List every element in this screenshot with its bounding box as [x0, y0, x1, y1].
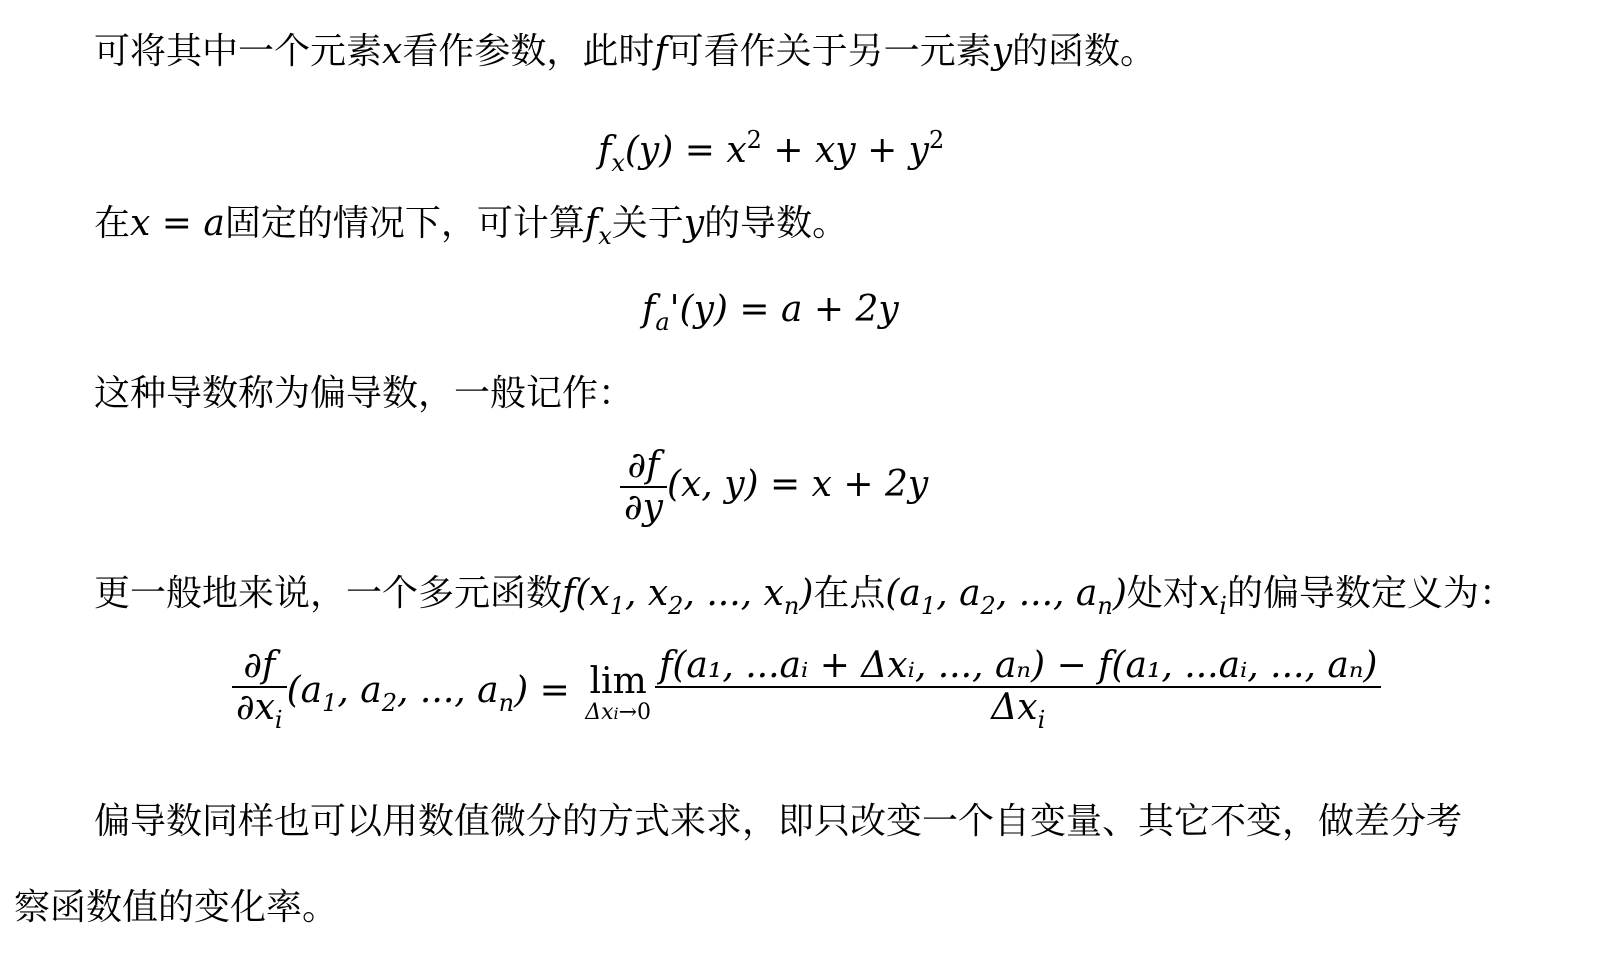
paragraph-1	[94, 30, 1156, 74]
equation-1	[598, 118, 944, 185]
text: 可将其中一个元素	[94, 31, 383, 72]
equation-3	[620, 446, 928, 528]
math-point: ($a_1$, $a_2$, ..., $a_n$)	[885, 573, 1127, 620]
fraction	[620, 446, 667, 528]
text: 在	[94, 203, 131, 244]
math-var: f	[654, 31, 668, 72]
fraction-denominator: $\partial x_i$	[236, 687, 283, 734]
text: 固定的情况下，可计算	[224, 203, 585, 244]
text: 更一般地来说，一个多元函数	[94, 573, 563, 614]
math-sub: x	[598, 222, 612, 250]
text: 的函数。	[1012, 31, 1157, 72]
text: 的偏导数定义为：	[1226, 573, 1515, 614]
limit-operator	[585, 662, 651, 725]
text: 处对	[1126, 573, 1199, 614]
math-fx: $f(x_1$, $x_2$, ..., $x_n$)	[562, 573, 814, 620]
math-sub: x	[611, 149, 625, 177]
lim-label: lim	[589, 660, 647, 702]
fraction-denominator: ∂y	[624, 487, 663, 528]
paragraph-2	[94, 202, 848, 258]
math-expr: (y) = x	[624, 130, 747, 171]
text: 可看作关于另一元素	[667, 31, 992, 72]
fraction-numerator: f(a₁, ...aᵢ + Δxᵢ, ..., aₙ) − f(a₁, ...aᵢ, ..., aₙ)	[655, 646, 1381, 688]
paragraph-3: 这种导数称为偏导数，一般记作：	[94, 373, 635, 414]
fraction-denominator: $\Delta x_i$	[991, 687, 1046, 734]
fraction-numerator: ∂f	[620, 446, 667, 488]
math-var: x	[382, 31, 403, 72]
math-sup: 2	[929, 126, 945, 154]
fraction-right	[655, 646, 1381, 740]
math-expr: (x, y) = x + 2y	[666, 464, 929, 505]
math-var: y	[991, 31, 1013, 72]
math-expr: x = a	[130, 203, 225, 244]
math-f: f	[598, 130, 612, 171]
math-expr: '(y) = a + 2y	[669, 289, 899, 330]
math-expr: + xy + y	[761, 130, 930, 171]
lim-subscript: Δxi→0	[585, 699, 652, 725]
equation-2	[642, 288, 899, 344]
math-xi: $x_i$	[1198, 573, 1227, 620]
paragraph-5-line-2: 察函数值的变化率。	[14, 887, 339, 928]
math-var: y	[683, 203, 705, 244]
fraction-numerator: ∂f	[232, 646, 287, 688]
equation-4	[232, 646, 1381, 740]
fraction-left	[232, 646, 287, 740]
math-sub: a	[655, 308, 670, 336]
text: 关于	[611, 203, 684, 244]
text: 看作参数，此时	[402, 31, 655, 72]
text: 在点	[813, 573, 886, 614]
math-f: f	[642, 289, 656, 330]
math-sup: 2	[746, 126, 762, 154]
math-args: ($a_1$, $a_2$, ..., $a_n$) =	[286, 670, 570, 717]
paragraph-5-line-1: 偏导数同样也可以用数值微分的方式来求，即只改变一个自变量、其它不变，做差分考	[94, 801, 1463, 842]
math-var: f	[584, 203, 599, 244]
paragraph-4	[94, 572, 1515, 628]
text: 的导数。	[704, 203, 849, 244]
